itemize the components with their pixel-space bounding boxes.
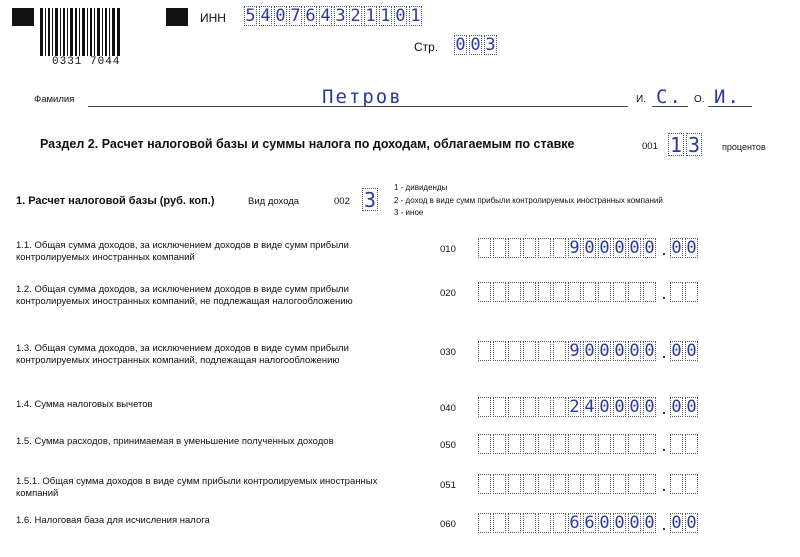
amount-rub-cell[interactable] (478, 238, 491, 258)
amount-rub-cell[interactable] (493, 341, 506, 361)
income-type-legend-3: 3 - иное (394, 208, 424, 217)
inn-digit-cell[interactable]: 0 (275, 5, 286, 26)
decimal-separator: . (661, 514, 667, 534)
amount-rub-cell[interactable] (538, 341, 551, 361)
inn-digit-cell[interactable]: 5 (245, 5, 256, 26)
decimal-separator: . (661, 475, 667, 495)
row-code-010: 010 (440, 244, 456, 255)
amount-rub-cell[interactable] (583, 474, 596, 494)
row-code-051: 051 (440, 480, 456, 491)
amount-kop-cell[interactable]: 0 (686, 512, 697, 533)
amount-kop-cell[interactable]: 0 (671, 340, 682, 361)
page-digit-cell[interactable]: 0 (455, 34, 466, 55)
page-digit-cell[interactable]: 3 (485, 34, 496, 55)
amount-kop-cell[interactable] (685, 434, 698, 454)
amount-kop-cell[interactable] (670, 434, 683, 454)
amount-rub-cell[interactable] (568, 474, 581, 494)
amount-field-020[interactable] (478, 282, 700, 303)
amount-rub-cell[interactable] (553, 397, 566, 417)
amount-rub-cell[interactable] (478, 341, 491, 361)
amount-kop-cell[interactable] (685, 282, 698, 302)
amount-rub-cell[interactable]: 0 (599, 340, 610, 361)
row-label-051: 1.5.1. Общая сумма доходов в виде сумм прибыли контролируемых иностранных компаний (16, 476, 378, 499)
amount-field-050[interactable] (478, 434, 700, 455)
inn-digit-cell[interactable]: 4 (260, 5, 271, 26)
initial-first-label: И. (636, 94, 646, 105)
rate-unit: процентов (722, 142, 766, 152)
row-code-060: 060 (440, 519, 456, 530)
section-title: Раздел 2. Расчет налоговой базы и суммы налога по доходам, облагаемым по ставке (40, 137, 575, 151)
amount-rub-cell[interactable] (493, 397, 506, 417)
amount-rub-cell[interactable] (553, 474, 566, 494)
inn-digit-cell[interactable]: 7 (290, 5, 301, 26)
barcode (40, 8, 120, 56)
surname-label: Фамилия (34, 94, 75, 105)
amount-rub-cell[interactable]: 0 (584, 237, 595, 258)
amount-rub-cell[interactable] (538, 474, 551, 494)
income-type-legend-2: 2 - доход в виде сумм прибыли контролируемых иностранных компаний (394, 196, 663, 205)
amount-rub-cell[interactable] (523, 397, 536, 417)
amount-rub-cell[interactable]: 0 (614, 396, 625, 417)
amount-rub-cell[interactable] (613, 474, 626, 494)
amount-field-040[interactable] (478, 397, 700, 418)
amount-rub-cell[interactable] (478, 282, 491, 302)
corner-marker-right (166, 8, 188, 26)
inn-digit-cell[interactable]: 1 (365, 5, 376, 26)
amount-rub-cell[interactable]: 0 (614, 237, 625, 258)
amount-rub-cell[interactable] (508, 434, 521, 454)
amount-rub-cell[interactable] (568, 434, 581, 454)
amount-rub-cell[interactable]: 2 (569, 396, 580, 417)
amount-rub-cell[interactable] (478, 397, 491, 417)
amount-rub-cell[interactable] (613, 434, 626, 454)
amount-rub-cell[interactable] (508, 341, 521, 361)
base-title: 1. Расчет налоговой базы (руб. коп.) (16, 195, 215, 207)
amount-rub-cell[interactable] (538, 282, 551, 302)
amount-rub-cell[interactable] (553, 282, 566, 302)
inn-digit-cell[interactable]: 1 (410, 5, 421, 26)
inn-digit-cell[interactable]: 3 (335, 5, 346, 26)
row-label-060: 1.6. Налоговая база для исчисления налога (16, 515, 210, 526)
amount-rub-cell[interactable] (478, 434, 491, 454)
amount-rub-cell[interactable] (598, 282, 611, 302)
rate-code: 001 (642, 141, 658, 152)
amount-rub-cell[interactable]: 6 (584, 512, 595, 533)
amount-rub-cell[interactable] (643, 282, 656, 302)
amount-rub-cell[interactable]: 0 (644, 512, 655, 533)
amount-kop-cell[interactable] (685, 474, 698, 494)
amount-rub-cell[interactable] (493, 238, 506, 258)
income-type-legend-1: 1 - дивиденды (394, 183, 448, 192)
rate-field[interactable] (668, 133, 704, 156)
amount-rub-cell[interactable]: 0 (644, 237, 655, 258)
amount-rub-cell[interactable] (628, 434, 641, 454)
row-label-050: 1.5. Сумма расходов, принимаемая в уменьшение полученных доходов (16, 436, 334, 447)
amount-rub-cell[interactable]: 0 (629, 340, 640, 361)
amount-rub-cell[interactable]: 0 (629, 396, 640, 417)
amount-field-060[interactable] (478, 513, 700, 534)
row-code-050: 050 (440, 440, 456, 451)
amount-kop-cell[interactable]: 0 (671, 396, 682, 417)
page-digit-cell[interactable]: 0 (470, 34, 481, 55)
amount-rub-cell[interactable]: 9 (569, 237, 580, 258)
decimal-separator: . (661, 342, 667, 362)
amount-rub-cell[interactable]: 0 (584, 340, 595, 361)
amount-rub-cell[interactable]: 0 (644, 396, 655, 417)
amount-rub-cell[interactable] (613, 282, 626, 302)
row-code-040: 040 (440, 403, 456, 414)
inn-field[interactable] (244, 6, 424, 26)
amount-rub-cell[interactable]: 0 (599, 396, 610, 417)
amount-kop-cell[interactable]: 0 (686, 237, 697, 258)
amount-field-030[interactable] (478, 341, 700, 362)
amount-rub-cell[interactable]: 0 (614, 512, 625, 533)
amount-rub-cell[interactable] (508, 397, 521, 417)
inn-digit-cell[interactable]: 4 (320, 5, 331, 26)
amount-rub-cell[interactable] (478, 474, 491, 494)
amount-rub-cell[interactable] (538, 434, 551, 454)
rate-digit-cell[interactable]: 3 (687, 132, 701, 157)
initial-second-value[interactable]: И. (714, 86, 741, 108)
amount-kop-cell[interactable]: 0 (671, 512, 682, 533)
amount-rub-cell[interactable] (538, 513, 551, 533)
amount-rub-cell[interactable] (508, 282, 521, 302)
initial-first-value[interactable]: С. (656, 86, 683, 108)
row-code-030: 030 (440, 347, 456, 358)
amount-rub-cell[interactable]: 0 (629, 512, 640, 533)
amount-rub-cell[interactable] (643, 434, 656, 454)
amount-rub-cell[interactable] (523, 513, 536, 533)
amount-rub-cell[interactable] (643, 474, 656, 494)
amount-rub-cell[interactable]: 9 (569, 340, 580, 361)
amount-kop-cell[interactable]: 0 (686, 340, 697, 361)
amount-rub-cell[interactable]: 0 (614, 340, 625, 361)
barcode-number: 0331 7044 (52, 56, 121, 68)
row-label-020: 1.2. Общая сумма доходов, за исключением доходов в виде сумм прибыли контролируемых иностранных компаний, не подлежащая налогообложению (16, 284, 353, 307)
inn-digit-cell[interactable]: 1 (380, 5, 391, 26)
row-label-040: 1.4. Сумма налоговых вычетов (16, 399, 153, 410)
amount-rub-cell[interactable] (568, 282, 581, 302)
row-label-010: 1.1. Общая сумма доходов, за исключением доходов в виде сумм прибыли контролируемых иностранных компаний (16, 240, 349, 263)
amount-rub-cell[interactable]: 6 (569, 512, 580, 533)
amount-rub-cell[interactable] (553, 341, 566, 361)
amount-rub-cell[interactable] (553, 513, 566, 533)
amount-kop-cell[interactable] (670, 282, 683, 302)
income-type-cell[interactable]: 3 (363, 187, 377, 212)
row-code-020: 020 (440, 288, 456, 299)
amount-rub-cell[interactable] (583, 434, 596, 454)
decimal-separator: . (661, 435, 667, 455)
amount-rub-cell[interactable]: 0 (629, 237, 640, 258)
decimal-separator: . (661, 283, 667, 303)
inn-label: ИНН (200, 11, 226, 25)
amount-rub-cell[interactable] (478, 513, 491, 533)
amount-rub-cell[interactable] (583, 282, 596, 302)
amount-field-051[interactable] (478, 474, 700, 495)
amount-rub-cell[interactable]: 0 (599, 512, 610, 533)
surname-value[interactable]: Петров (322, 86, 403, 108)
amount-rub-cell[interactable] (538, 238, 551, 258)
amount-rub-cell[interactable] (598, 474, 611, 494)
amount-rub-cell[interactable] (523, 474, 536, 494)
amount-rub-cell[interactable] (508, 474, 521, 494)
amount-rub-cell[interactable] (493, 282, 506, 302)
inn-digit-cell[interactable]: 0 (395, 5, 406, 26)
page-number-field[interactable] (454, 35, 499, 55)
amount-rub-cell[interactable] (508, 238, 521, 258)
income-type-field[interactable] (362, 188, 380, 211)
amount-rub-cell[interactable] (628, 282, 641, 302)
rate-digit-cell[interactable]: 1 (669, 132, 683, 157)
amount-rub-cell[interactable] (523, 238, 536, 258)
inn-digit-cell[interactable]: 2 (350, 5, 361, 26)
decimal-separator: . (661, 239, 667, 259)
amount-rub-cell[interactable] (553, 434, 566, 454)
amount-kop-cell[interactable] (670, 474, 683, 494)
inn-digit-cell[interactable]: 6 (305, 5, 316, 26)
amount-rub-cell[interactable] (523, 282, 536, 302)
income-type-label: Вид дохода (248, 196, 300, 207)
corner-marker-left (12, 8, 34, 26)
amount-rub-cell[interactable] (538, 397, 551, 417)
amount-rub-cell[interactable] (523, 434, 536, 454)
amount-rub-cell[interactable]: 4 (584, 396, 595, 417)
amount-kop-cell[interactable]: 0 (671, 237, 682, 258)
amount-rub-cell[interactable] (493, 434, 506, 454)
amount-rub-cell[interactable] (523, 341, 536, 361)
amount-field-010[interactable] (478, 238, 700, 259)
amount-rub-cell[interactable] (598, 434, 611, 454)
amount-rub-cell[interactable] (553, 238, 566, 258)
amount-rub-cell[interactable] (493, 513, 506, 533)
amount-rub-cell[interactable] (628, 474, 641, 494)
initial-second-label: О. (694, 94, 705, 105)
amount-kop-cell[interactable]: 0 (686, 396, 697, 417)
amount-rub-cell[interactable]: 0 (599, 237, 610, 258)
decimal-separator: . (661, 398, 667, 418)
amount-rub-cell[interactable]: 0 (644, 340, 655, 361)
amount-rub-cell[interactable] (508, 513, 521, 533)
income-type-code: 002 (334, 196, 350, 207)
row-label-030: 1.3. Общая сумма доходов, за исключением доходов в виде сумм прибыли контролируемых иностранных компаний, подлежащая налогообложению (16, 343, 349, 366)
amount-rub-cell[interactable] (493, 474, 506, 494)
page-label: Стр. (414, 40, 439, 54)
